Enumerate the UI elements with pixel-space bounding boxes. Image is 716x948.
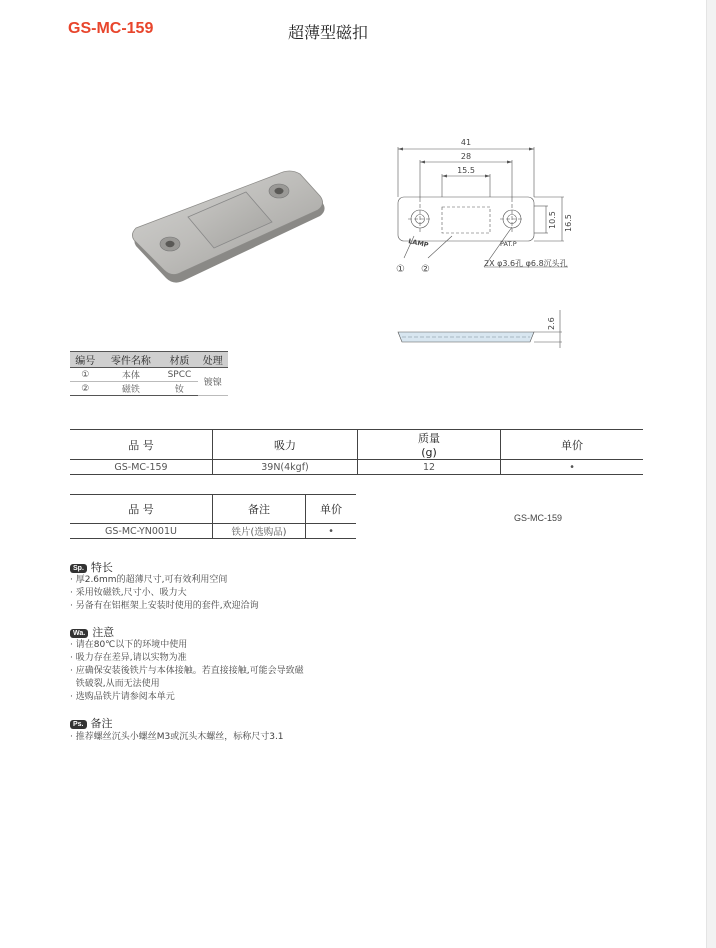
acc-remark: 铁片(选购品) [213, 524, 306, 539]
spec-code: GS-MC-159 [70, 460, 213, 475]
parts-header-treatment: 处理 [198, 352, 229, 368]
parts-header-name: 零件名称 [100, 352, 161, 368]
dim-total-height: 16.5 [564, 214, 573, 232]
callout-1: ① [396, 264, 405, 275]
list-item: 铁破裂,从而无法使用 [70, 679, 160, 689]
cautions-badge: Wa. [70, 629, 88, 638]
callout-2: ② [421, 264, 430, 275]
spec-force: 39N(4kgf) [213, 460, 358, 475]
dim-total: 41 [460, 138, 472, 147]
list-item: · 推荐螺丝沉头小螺丝M3或沉头木螺丝，标称尺寸3.1 [70, 732, 284, 742]
part-no: ① [70, 368, 100, 382]
features-heading [70, 559, 113, 575]
product-name-title: 超薄型磁扣 [288, 23, 369, 42]
accessory-table [70, 494, 356, 539]
side-code: GS-MC-159 [514, 513, 563, 523]
list-item: · 应确保安装後铁片与本体接触。若直接接触,可能会导致磁 [70, 666, 304, 676]
part-treatment: 镀镍 [198, 368, 229, 396]
parts-header-material: 材质 [161, 352, 197, 368]
dim-thickness: 2.6 [547, 317, 556, 330]
features-badge: Sp. [70, 564, 87, 573]
dim-magnet-width: 15.5 [457, 166, 475, 175]
list-item: · 吸力存在差异,请以实物为准 [70, 653, 187, 663]
part-no: ② [70, 382, 100, 396]
features-list [70, 574, 259, 613]
remarks-badge: Ps. [70, 720, 87, 729]
spec-header-mass [358, 430, 501, 460]
features-title: 特长 [90, 561, 113, 574]
product-code-title: GS-MC-159 [68, 20, 154, 37]
acc-header-remark: 备注 [213, 495, 306, 524]
spec-mass: 12 [358, 460, 501, 475]
spec-table [70, 429, 643, 475]
acc-header-price: 单价 [306, 495, 357, 524]
part-name: 本体 [100, 368, 161, 382]
spec-price: • [501, 460, 644, 475]
remarks-title: 备注 [90, 717, 113, 730]
technical-drawing [380, 132, 580, 357]
spec-header-mass-label: 质量 [418, 432, 440, 445]
page-edge [706, 0, 716, 948]
parts-table [70, 351, 228, 396]
cautions-title: 注意 [92, 626, 115, 639]
dim-inner-height: 10.5 [548, 211, 557, 229]
list-item: · 选购品铁片请参阅本单元 [70, 692, 175, 702]
stamp-right: PAT.P [500, 240, 517, 248]
spec-header-code: 品 号 [70, 430, 213, 460]
parts-header-no: 编号 [70, 352, 100, 368]
list-item: · 另备有在铝框架上安装时使用的套件,欢迎洽询 [70, 601, 259, 611]
acc-code: GS-MC-YN001U [70, 524, 213, 539]
list-item: · 厚2.6mm的超薄尺寸,可有效利用空间 [70, 575, 228, 585]
part-material: 钕 [161, 382, 197, 396]
spec-header-price: 单价 [501, 430, 644, 460]
list-item: · 采用钕磁铁,尺寸小、吸力大 [70, 588, 187, 598]
cautions-heading [70, 624, 114, 640]
stamp-left: LAMP [407, 237, 430, 250]
table-row [70, 368, 228, 382]
table-row [70, 460, 643, 475]
table-row [70, 524, 356, 539]
spec-header-force: 吸力 [213, 430, 358, 460]
acc-header-code: 品 号 [70, 495, 213, 524]
part-material: SPCC [161, 368, 197, 382]
cautions-list [70, 639, 304, 704]
acc-price: • [306, 524, 357, 539]
hole-note: 2X φ3.6孔 φ6.8沉头孔 [484, 259, 568, 268]
product-photo [130, 162, 340, 292]
remarks-list [70, 731, 284, 744]
remarks-heading [70, 715, 113, 731]
spec-header-mass-unit: (g) [421, 446, 437, 459]
part-name: 磁铁 [100, 382, 161, 396]
dim-hole-spacing: 28 [460, 152, 472, 161]
list-item: · 请在80℃以下的环境中使用 [70, 640, 188, 650]
